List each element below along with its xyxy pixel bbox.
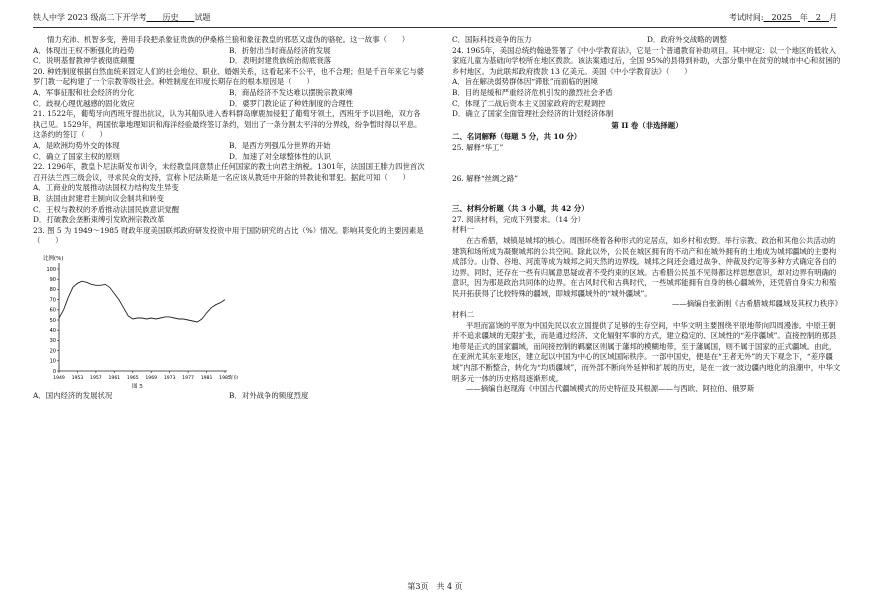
q20-stem: 20. 种姓制度根据自然血统来固定人们的社会地位、职业、婚姻关系，这看起来不公平，也不合理；但是千百年来它与婆罗门教一起构建了一个宗教等级社会。种姓制度在印度长期存在的根本原因是（ ） — [33, 66, 425, 87]
page-number: 第3页 共 4 页 — [407, 582, 463, 591]
left-column — [33, 35, 425, 401]
option: D．婆罗门教论证了种姓制度的合理性 — [229, 98, 354, 108]
option: A．工商业的发展推动法国权力结构发生异变 — [33, 183, 179, 193]
q22-stem: 22. 1296年，教皇卜尼法斯发布训令，未经教皇同意禁止任何国家的教士向君主纳税。1301年，法国国王腓力四世首次召开法兰西三级会议，寻求民众的支持，宣称卜尼法斯是一名应该从教廷中开除的异教徒和罪犯。据此可知（ ） — [33, 162, 425, 182]
option: C．说明基督教神学被彻底颠覆 — [33, 56, 135, 66]
figure-5-chart — [33, 249, 239, 391]
month-unit: 月 — [829, 13, 837, 22]
answer-space — [452, 154, 842, 174]
option: C．确立了国家主权的原则 — [33, 151, 120, 161]
header-suffix: 试题 — [194, 13, 211, 22]
answer-space — [452, 184, 842, 204]
y-tick-label: 100 — [46, 266, 56, 273]
option: D．打破教会垄断束缚引发欧洲宗教改革 — [33, 215, 165, 225]
figure-label: 图 5 — [132, 383, 143, 390]
y-axis-label: 比例(%) — [43, 255, 64, 262]
q19-tail: 情力充沛、机智多变，善用手段把杀象征贵族的伊桑格兰狼和象征教皇的邪恶又虚伪的骆驼。这一故事（ ） — [47, 35, 410, 44]
option: C．王权与教权的矛盾推动法国民族意识觉醒 — [33, 204, 180, 214]
y-tick-label: 40 — [49, 327, 56, 334]
option-row — [452, 35, 842, 46]
header-blank: ____ — [178, 13, 195, 22]
option-row — [33, 46, 425, 57]
exam-time — [729, 13, 837, 24]
y-tick-label: 20 — [49, 348, 56, 355]
option: B．目的是缓和严重经济危机引发的激烈社会矛盾 — [452, 87, 613, 97]
option-row — [33, 391, 425, 402]
material2-source: ——摘编自赵现海《中国古代疆域模式的历史特征及其根源——与西欧、阿拉伯、俄罗斯 — [466, 384, 755, 394]
option: B．商品经济不发达难以摆脱宗教束缚 — [229, 87, 353, 97]
y-tick-label: 0 — [52, 368, 56, 375]
exam-time-label: 考试时间: — [728, 13, 764, 22]
header-divider — [33, 27, 837, 28]
header-left — [33, 13, 210, 24]
subject-name: 历史 — [162, 13, 179, 22]
option-row — [33, 99, 425, 110]
material1-label: 材料一 — [452, 225, 475, 235]
option-row — [33, 56, 425, 67]
q27-stem: 27. 阅读材料，完成下列要求。（14 分） — [452, 214, 586, 224]
year-unit: 年 — [799, 13, 808, 22]
right-column — [452, 35, 842, 395]
y-tick-label: 80 — [49, 287, 56, 294]
q21-stem: 21. 1522年，葡萄牙向西班牙提出抗议，认为其船队进入香料群岛摩鹿加侵犯了葡萄牙领土，西班牙予以回绝，双方各执己见。1529年，两国依靠地理知识和海洋经验最终签订条约，划出了一条分割太平洋的分界线，纷争暂时得以平息。这条约的签订（ ） — [33, 109, 422, 140]
series-line — [59, 281, 225, 322]
section2-title: 二、名词解释（每题 5 分，共 10 分） — [452, 132, 582, 142]
section3-title: 三、材料分析题（共 3 小题，共 42 分） — [452, 204, 589, 214]
line-chart — [33, 249, 239, 391]
option: C．体现了二战后资本主义国家政府的宏观调控 — [452, 98, 606, 108]
q25: 25. 解释“华工” — [452, 142, 504, 152]
option-row — [33, 88, 425, 99]
x-tick-label: 1977 — [182, 375, 194, 381]
option: B．对外战争的频度烈度 — [229, 390, 309, 400]
material2-label: 材料二 — [452, 310, 475, 320]
option-row — [33, 152, 425, 163]
header-blank: ____ — [146, 13, 163, 22]
option: A．是欧洲均势外交的体现 — [33, 140, 120, 150]
part2-title: 第 II 卷（非选择题） — [611, 120, 683, 130]
option: C．歧视心理优越感的固化效应 — [33, 98, 135, 108]
option: B．法国由封建君主制向议会制共和转变 — [33, 193, 165, 203]
y-tick-label: 70 — [49, 297, 56, 304]
x-axis-unit: 年份 — [229, 375, 239, 381]
x-tick-label: 1961 — [108, 375, 121, 381]
x-tick-label: 1985 — [219, 375, 231, 381]
option-row — [33, 141, 425, 152]
option: D．政府外交战略的调整 — [647, 35, 727, 44]
exam-year: __2025__ — [763, 13, 800, 22]
x-tick-label: 1965 — [126, 375, 139, 381]
exam-month: __2__ — [807, 13, 829, 22]
q23-stem: 23. 图 5 为 1949～1985 财政年度美国联邦政府研发投资中用于国防研究的占比（%）情况。影响其变化的主要因素是（ ） — [33, 225, 424, 246]
x-tick-label: 1973 — [163, 375, 176, 381]
option: A．军事征服和社会经济的分化 — [33, 87, 135, 97]
material2-text: 平坦而富饶的平原为中国先民以农立国提供了足够的生存空间，中华文明主要围绕平原地带向四周漫渗。中原王朝并不追求疆域的无限扩张，而是通过经济、文化辐射军事的方式，建立稳定的、区域性的“差序疆域”。直接控制的那县地带是正式的国家疆域，而间接控制的羁縻区则属于藩邦的模糊地带，至于藩属国，则不属于国家的正式疆域。由此，在亚洲尤其东亚地区，建立起以中国为中心的区域国际秩序。一部中国史，便是在“王者无外”的天下观念下，“差序疆域”内部不断整合，转化为“均质疆域”，而外部不断向外延伸和扩展的历史，是在一波一波边疆内地化的浪潮中，中华文明多元一体的历史格局逐渐形成。 — [452, 320, 841, 383]
option: C．国际科技竞争的压力 — [452, 35, 532, 44]
x-tick-label: 1949 — [53, 375, 65, 381]
x-tick-label: 1953 — [71, 375, 84, 381]
x-tick-label: 1957 — [90, 375, 102, 381]
y-tick-label: 90 — [49, 276, 56, 283]
school-exam-title: 铁人中学 2023 级高二下开学考 — [33, 13, 147, 22]
y-tick-label: 10 — [49, 358, 56, 365]
option: B．折射出当时商品经济的发展 — [229, 45, 331, 55]
material1-text: 在古希腊，城镇是城邦的核心。周围环绕着各种形式的定居点，如乡村和农野。举行宗教、政治和其他公共活动的建筑和场所成为凝聚城邦的公共空间。除此以外，公民在城区拥有的不动产和在城外拥有的土地成为城邦疆域的主要构成部分。山脊、谷地、河流等成为城邦之间天然的边界线。城邦之间还会通过战争、仲裁及约定等多种方式确定各自的边界。同时，还存在一些有归属意思疑或者不受约束的区域。古希腊公民虽不见得都这样思想意识，却对边界有明确的意识，因为那是政治共同体的边界。在古风时代和古典时代，一些城邦能拥有自身的核心疆域外，还凭借自身实力和殖民开拓获得了比较特殊的疆域，即城邦疆域外的“城外疆域”。 — [452, 235, 837, 298]
x-tick-label: 1969 — [145, 375, 158, 381]
material1-source: ——摘编自张新刚《古希腊城邦疆域及其权力秩序》 — [672, 299, 842, 309]
y-tick-label: 30 — [49, 338, 56, 345]
option: A．国内经济的发展状况 — [33, 390, 113, 400]
option: B．是西方列强瓜分世界的开始 — [229, 140, 331, 150]
q24-stem: 24. 1965年，美国总统约翰逊签署了《中小学教育法》，它是一个普通教育补助项目。其中规定：以一个地区的低收入家庭儿童为基础向学校所在地区拨款。该法案通过后，全国 95%的县得到补助，大部分集中在贫穷的城市中心和贫困的乡村地区。为此联邦政府拨款 13 亿美元。美国《中小学教育法》（ ） — [452, 45, 841, 76]
q26: 26. 解释“丝绸之路” — [452, 173, 519, 183]
option: D．表明封建贵族统治彻底衰落 — [229, 56, 332, 66]
page-header — [33, 13, 837, 25]
x-tick-label: 1981 — [200, 375, 213, 381]
y-tick-label: 60 — [49, 307, 56, 314]
option: D．加速了对全球整体性的认识 — [229, 151, 332, 161]
option: A．体现出王权不断强化的趋势 — [33, 45, 135, 55]
option: A．旨在解决弱势群体因“滞胀”而面临的困境 — [452, 77, 598, 87]
y-tick-label: 50 — [49, 317, 56, 324]
option: D．确立了国家全面管理社会经济的计划经济体制 — [452, 109, 614, 119]
